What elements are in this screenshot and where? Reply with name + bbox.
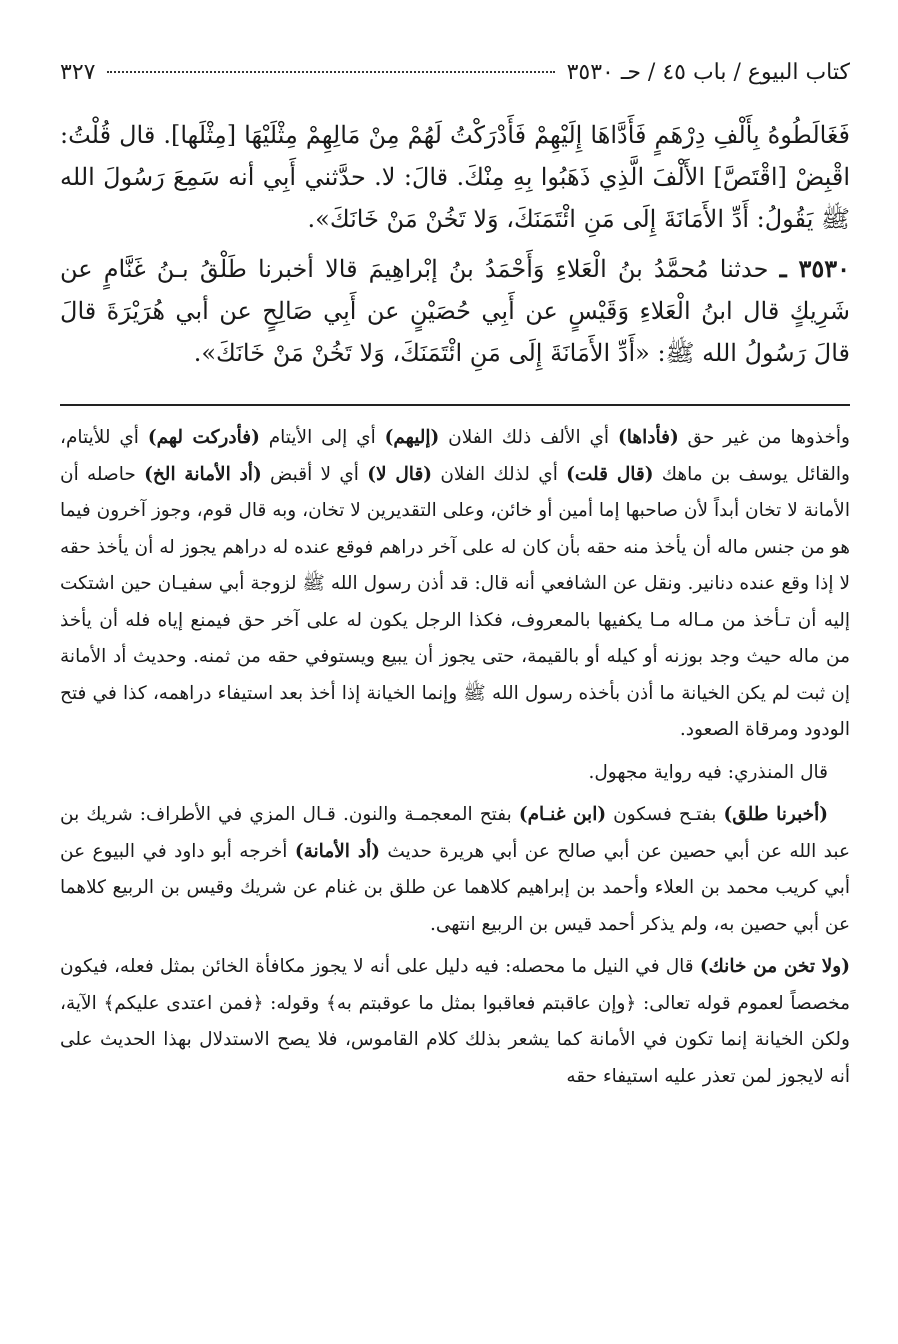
commentary-text: أي إلى الأيتام [259, 427, 385, 448]
running-header [60, 60, 850, 96]
commentary-term: (أد الأمانة الخ) [144, 463, 262, 485]
commentary-text: أي لا أقبض [261, 463, 368, 485]
commentary-text: وأخذوها من غير حق [678, 427, 850, 448]
commentary-text: أخرجه أبو داود في البيوع عن أبي كريب محمد بن العلاء وأحمد بن إبراهيم كلاهما عن طلق بن غنام عن شريك وقيس بن الربيع كلاهما عن أبي حصين به، ولم يذكر أحمد قيس بن الربيع انتهى. [60, 840, 850, 935]
hadith-text [60, 114, 850, 374]
hadith-number: ٣٥٣٠ ـ [779, 254, 850, 283]
commentary-text: حاصله أن الأمانة لا تخان أبداً لأن صاحبها إما أمين أو خائن، وعلى التقديرين لا تخان، وبه قال قوم، وجوز آخرون فيما هو من جنس ماله أن يأخذ منه حقه بأن كان له على آخر دراهم فوقع عنده له دراهم يجوز له أن يأخذ حقه لا إذا وقع عنده دنانير. ونقل عن الشافعي أنه قال: قد أذن رسول الله ﷺ لزوجة أبي سفيـان حين اشتكت إليه أن تـأخذ من مـاله مـا يكفيها بالمعروف، فكذا الرجل يكون له على آخر حق فيمنع إياه فله أن يأخذ من ماله حيث وجد بوزنه أو كيله أو بالقيمة، حتى يجوز أن يبيع ويستوفي حقه من ثمنه. وحديث أد الأمانة إن ثبت لم يكن الخيانة ما أذن بأخذه رسول الله ﷺ وإنما الخيانة إذا أخذ بعد استيفاء دراهمه، كذا في فتح الودود ومرقاة الصعود. [60, 463, 850, 740]
commentary-text: بفتح المعجمـة والنون. قـال المزي في الأطراف: شريك بن عبد الله عن أبي حصين عن أبي صالح عن أبي هريرة حديث [60, 804, 850, 862]
commentary-term: (فأداها) [617, 427, 679, 448]
commentary-text: أي للأيتام، والقائل يوسف بن ماهك [60, 427, 850, 485]
commentary-text: قال في النيل ما محصله: فيه دليل على أنه لا يجوز مكافأة الخائن بمثل فعله، فيكون مخصصاً لعموم قوله تعالى: ﴿وإن عاقبتم فعاقبوا بمثل ما عوقبتم به﴾ وقوله: ﴿فمن اعتدى عليكم﴾ الآية، ولكن الخيانة إنما تكون في الأمانة كما يشعر بذلك كلام القاموس، فلا يصح الاستدلال بهذا الحديث على أنه لايجوز لمن تعذر عليه استيفاء حقه [60, 956, 850, 1087]
commentary-term: (ابن غنـام) [518, 804, 607, 825]
commentary-term: (أد الأمانة) [294, 840, 381, 862]
commentary-term: (فأدركت لهم) [147, 427, 260, 448]
hadith-body: حدثنا مُحمَّدُ بنُ الْعَلاءِ وَأَحْمَدُ بنُ إبْراهِيمَ قالا أخبرنا طَلْقُ بـنُ غَنَّامٍ عن شَرِيكٍ قال ابنُ الْعَلاءِ وَقَيْسٍ عن أَبِي حُصَيْنٍ عن أَبِي صَالِحٍ عن أبي هُرَيْرَةَ قالَ قالَ رَسُولُ الله ﷺ: «أَدِّ الأَمَانَةَ إِلَى مَنِ ائْتَمَنَكَ، وَلا تَخُنْ مَنْ خَانَكَ». [60, 255, 850, 367]
commentary-paragraph-3 [60, 797, 850, 943]
commentary-text: أي الألف ذلك الفلان [439, 427, 618, 448]
commentary [60, 420, 850, 1095]
main-paragraph-1: فَغَالَطُوهُ بِأَلْفِ دِرْهَمٍ فَأَدَّاهَا إِلَيْهِمْ فَأَدْرَكْتُ لَهُمْ مِنْ مَالِهِمْ مِثْلَيْهَا [مِثْلَها]. قال قُلْتُ: اقْبِضْ [اقْتَصَّ] الأَلْفَ الَّذِي ذَهَبُوا بِهِ مِنْكَ. قالَ: لا. حدَّثني أَبِي أنه سَمِعَ رَسُولَ الله ﷺ يَقُولُ: أَدِّ الأَمَانَةَ إِلَى مَنِ ائْتَمَنَكَ، وَلا تَخُنْ مَنْ خَانَكَ». [60, 121, 850, 233]
commentary-text: أي لذلك الفلان [432, 463, 567, 485]
page-number: ٣٢٧ [60, 60, 96, 85]
commentary-paragraph-4 [60, 949, 850, 1095]
footnote-divider [60, 404, 850, 406]
commentary-term: (أخبرنا طلق) [723, 804, 828, 825]
header-title: كتاب البيوع / باب ٤٥ / حـ ٣٥٣٠ [566, 60, 850, 85]
commentary-text: بفتـح فسكون [606, 804, 724, 825]
commentary-term: (ولا تخن من خانك) [699, 956, 850, 977]
main-paragraph-2 [60, 248, 850, 374]
commentary-paragraph-2: قال المنذري: فيه رواية مجهول. [588, 761, 828, 783]
commentary-paragraph-1 [60, 420, 850, 749]
header-dot-leader [107, 71, 554, 73]
commentary-term: (إليهم) [384, 427, 440, 448]
commentary-term: (قال لا) [367, 463, 433, 485]
book-page [60, 60, 850, 1344]
commentary-term: (قال قلت) [566, 463, 654, 485]
